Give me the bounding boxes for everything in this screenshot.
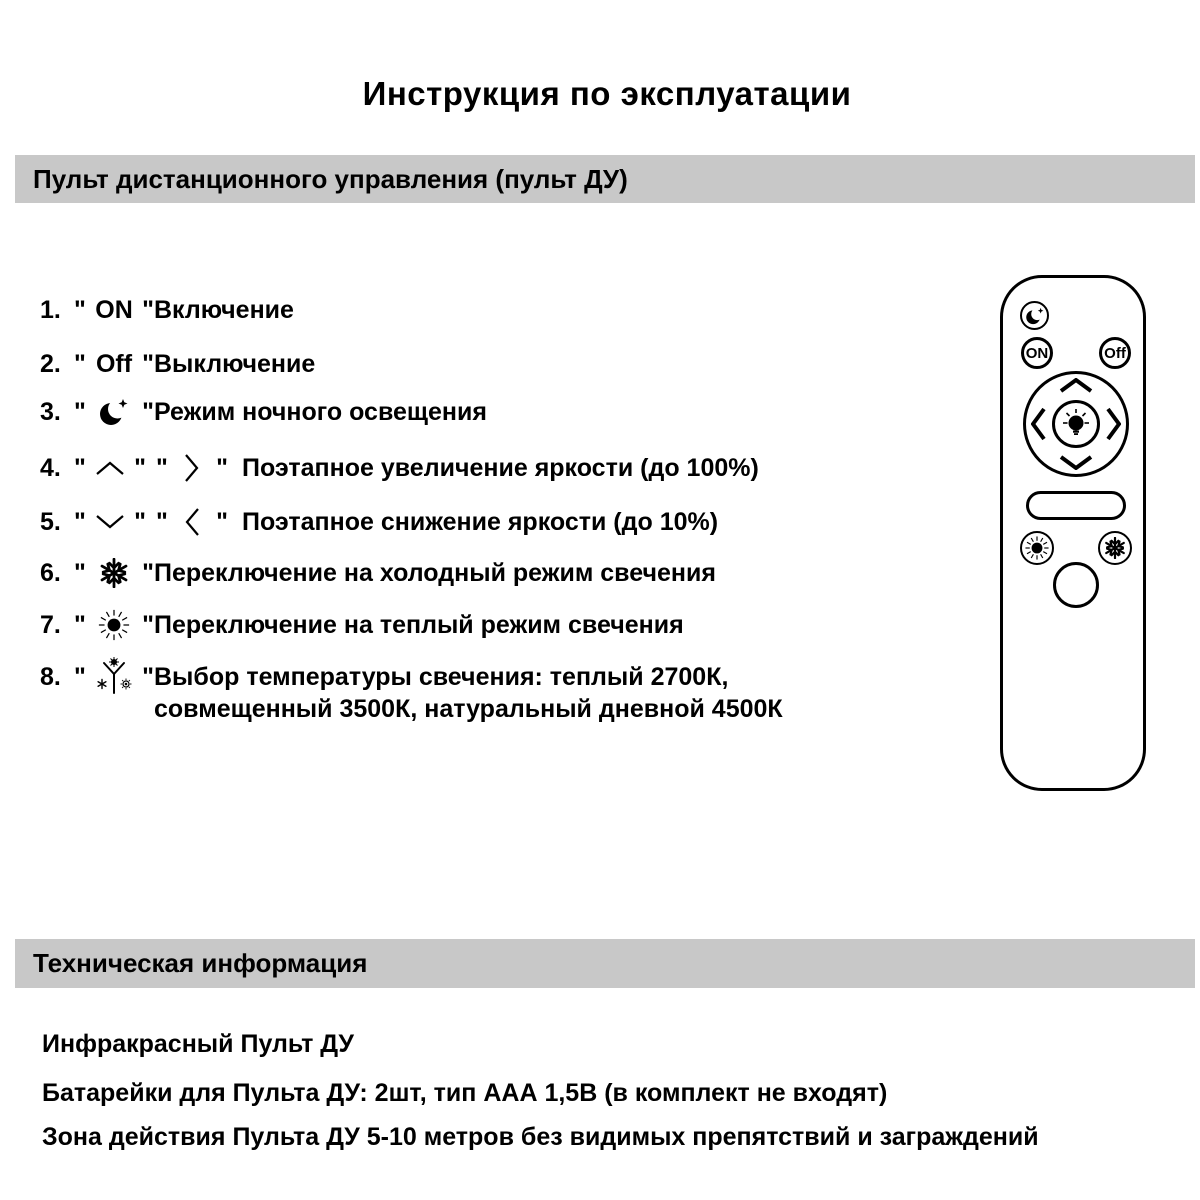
round-button [1053,562,1099,608]
on-button [1021,337,1053,369]
open-quote: " [74,558,86,587]
item-key-group [74,296,154,325]
list-item-night-mode [40,395,487,429]
open-quote: " [74,397,86,426]
open-quote: " [156,453,168,482]
item-description: Режим ночного освещения [154,397,487,426]
item-number: 4. [40,453,61,482]
item-description [154,661,914,725]
key-label-on: ON [95,295,133,324]
temperature-select-icon [93,657,135,697]
list-item-brightness-up [40,451,759,485]
item-number: 2. [40,349,61,378]
tech-info-line: Инфракрасный Пульт ДУ [42,1030,354,1058]
snowflake-icon [1104,537,1126,559]
page-title: Инструкция по эксплуатации [362,75,852,112]
item-number: 6. [40,558,61,587]
section-header-tech-label: Техническая информация [33,948,368,978]
chevron-right-icon [184,453,200,483]
section-header-remote [15,155,1195,203]
dpad-down-icon [1058,455,1094,470]
dpad-up-icon [1058,378,1094,393]
open-quote: " [74,507,86,536]
list-item-temperature-select [40,661,914,725]
close-quote: " [216,453,228,482]
item-key-group [74,508,146,537]
chevron-left-icon [184,507,200,537]
sun-icon [97,608,131,642]
close-quote: " [142,349,154,378]
item-description: Поэтапное увеличение яркости (до 100%) [242,453,759,482]
list-item-warm-mode [40,608,684,642]
list-item-cold-mode [40,556,716,590]
close-quote: " [142,295,154,324]
sun-icon [1024,535,1050,561]
remote-control-illustration [1000,275,1146,791]
bulb-icon [1062,408,1090,440]
open-quote: " [74,453,86,482]
on-button-label: ON [1025,344,1049,362]
warm-mode-button [1020,531,1054,565]
section-header-remote-label: Пульт дистанционного управления (пульт ДУ) [33,163,628,194]
item-description: Переключение на теплый режим свечения [154,610,684,639]
tech-info-line: Зона действия Пульта ДУ 5-10 метров без видимых препятствий и заграждений [42,1123,1039,1151]
item-number: 3. [40,397,61,426]
close-quote: " [142,397,154,426]
item-key-group [74,350,154,379]
crescent-moon-icon [98,396,130,428]
item-number: 7. [40,610,61,639]
item-key-group [156,453,228,483]
item-description: Выключение [154,349,316,378]
item-number: 8. [40,663,61,691]
close-quote: " [142,662,154,691]
open-quote: " [74,349,86,378]
item-key-group [74,661,154,693]
item-description: Переключение на холодный режим свечения [154,558,716,587]
night-mode-button [1020,301,1049,330]
snowflake-icon-button [1098,531,1132,565]
item-key-group [156,507,228,537]
list-item-on [40,293,294,327]
item-key-group [74,558,154,588]
dpad-left-icon [1031,406,1046,442]
close-quote: " [142,558,154,587]
close-quote: " [142,610,154,639]
list-item-off [40,347,315,381]
close-quote: " [134,507,146,536]
key-label-off: Off [95,349,133,378]
chevron-up-icon [95,460,125,476]
list-item-brightness-down [40,505,718,539]
item-description-line2: совмещенный 3500К, натуральный дневной 4500К [154,695,783,723]
section-header-tech [15,939,1195,988]
tech-info-line: Батарейки для Пульта ДУ: 2шт, тип ААА 1,5В (в комплект не входят) [42,1079,888,1107]
open-quote: " [74,662,86,691]
off-button [1099,337,1131,369]
item-description: Включение [154,295,294,324]
item-description-line1: Выбор температуры свечения: теплый 2700К, [154,663,729,691]
item-key-group [74,396,154,428]
off-button-label: Off [1104,344,1126,362]
item-description: Поэтапное снижение яркости (до 10%) [242,507,719,536]
brightness-center-button [1052,400,1100,448]
crescent-moon-icon [1025,306,1045,326]
close-quote: " [216,507,228,536]
open-quote: " [74,610,86,639]
snowflake-icon [99,558,129,588]
item-key-group [74,454,146,483]
item-number: 1. [40,295,61,324]
open-quote: " [74,295,86,324]
dpad-right-icon [1106,406,1121,442]
item-key-group [74,608,154,642]
pill-button [1026,491,1126,520]
item-number: 5. [40,507,61,536]
open-quote: " [156,507,168,536]
close-quote: " [134,453,146,482]
chevron-down-icon [95,514,125,530]
